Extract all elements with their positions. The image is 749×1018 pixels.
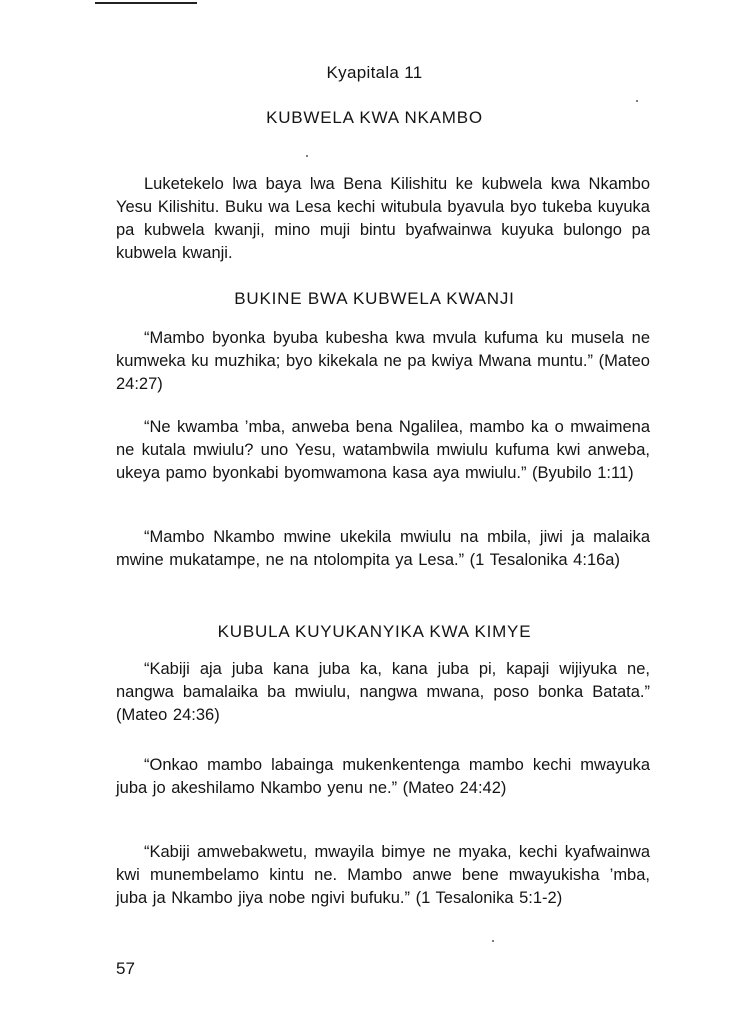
scripture-quote-mateo-24-27: “Mambo byonka byuba kubesha kwa mvula kufuma ku musela ne kumweka ku muzhika; byo kikekala ne pa kwiya Mwana muntu.” (Mateo 24:27) bbox=[116, 329, 650, 393]
scripture-quote-1-tesalonika-4-16: “Mambo Nkambo mwine ukekila mwiulu na mbila, jiwi ja malaika mwine mukatampe, ne na ntolompita ya Lesa.” (1 Tesalonika 4:16a) bbox=[116, 528, 650, 569]
section-heading-time: KUBULA KUYUKANYIKA KWA KIMYE bbox=[217, 622, 532, 641]
scripture-quote-1-tesalonika-5-1: “Kabiji amwebakwetu, mwayila bimye ne myaka, kechi kyafwainwa kwi munembelamo kintu ne. Mambo anwe bene mwayukisha ’mba, juba ja Nkambo jiya nobe ngivi bufuku.” (1 Tesalonika 5:1-2) bbox=[116, 843, 650, 907]
print-speck bbox=[306, 155, 308, 157]
top-rule bbox=[95, 2, 197, 4]
print-speck bbox=[636, 100, 638, 102]
scripture-quote-byubilo-1-11: “Ne kwamba ’mba, anweba bena Ngalilea, mambo ka o mwaimena ne kutala mwiulu? uno Yesu, watambwila mwiulu kufuma kwi anweba, ukeya pamo byonkabi byomwamona kasa aya mwiulu.” (Byubilo 1:11) bbox=[116, 418, 650, 482]
section-heading-truth: BUKINE BWA KUBWELA KWANJI bbox=[234, 289, 515, 308]
scripture-quote-mateo-24-42: “Onkao mambo labainga mukenkentenga mambo kechi mwayuka juba jo akeshilamo Nkambo yenu ne.” (Mateo 24:42) bbox=[116, 756, 650, 797]
print-speck bbox=[492, 940, 494, 942]
page-number: 57 bbox=[116, 959, 135, 978]
chapter-label: Kyapitala 11 bbox=[326, 63, 423, 82]
chapter-title: KUBWELA KWA NKAMBO bbox=[266, 108, 483, 127]
scripture-quote-mateo-24-36: “Kabiji aja juba kana juba ka, kana juba pi, kapaji wijiyuka ne, nangwa bamalaika ba mwiulu, nangwa mwana, poso bonka Batata.” (Mateo 24:36) bbox=[116, 660, 650, 724]
intro-paragraph: Luketekelo lwa baya lwa Bena Kilishitu ke kubwela kwa Nkambo Yesu Kilishitu. Buku wa Lesa kechi witubula byavula byo tukeba kuyuka pa kubwela kwanji, mino muji bintu byafwainwa kuyuka bulongo pa kubwela kwanji. bbox=[116, 175, 650, 262]
